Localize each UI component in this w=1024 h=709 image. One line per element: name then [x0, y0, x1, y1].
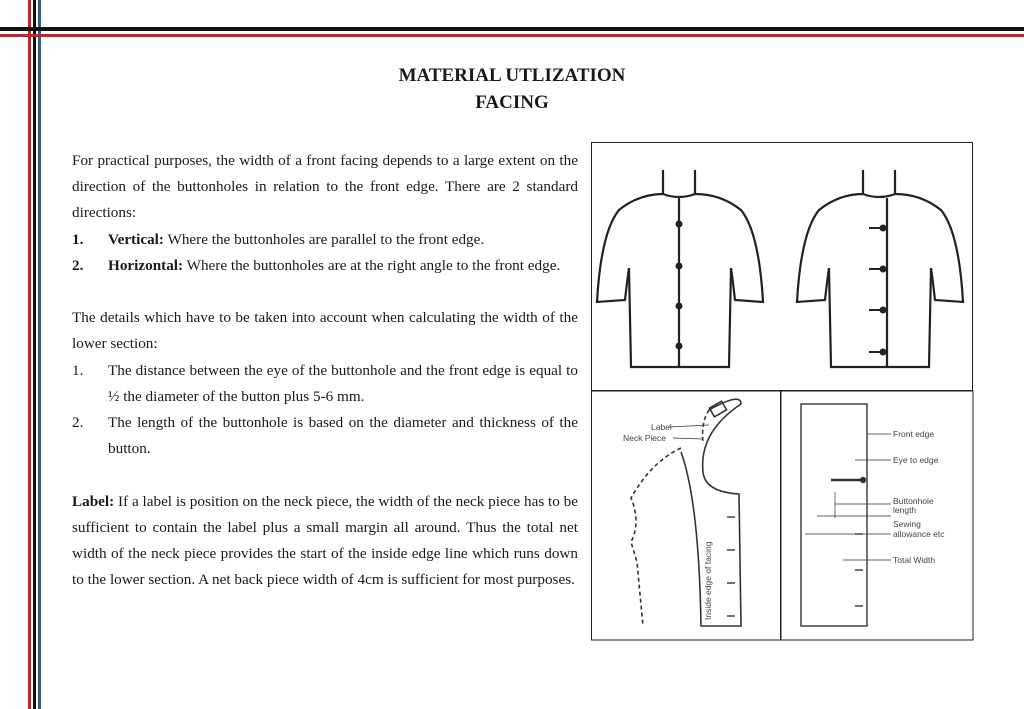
allowance-callout: allowance etc: [893, 529, 945, 539]
buttonhole-callout: Buttonhole: [893, 496, 934, 506]
label-callout: Label: [651, 422, 672, 432]
intro-paragraph: For practical purposes, the width of a front facing depends to a large extent on the direction of the buttonholes in relation to the front edge. There are 2 standard directions:: [72, 152, 578, 222]
direction-number: 2.: [72, 256, 84, 274]
detail-item: [72, 410, 578, 462]
facing-buttonhole-marks: [727, 517, 735, 616]
neck-piece-callout: Neck Piece: [623, 433, 666, 443]
direction-text: Where the buttonholes are parallel to the front edge.: [167, 230, 485, 248]
direction-item-vertical: [72, 227, 578, 253]
label-text: If a label is position on the neck piece, the width of the neck piece has to be sufficient to contain the label plus a small margin all around. Thus the total net width of the neck piece provides the start of the inside edge line which runs down to the lower section. A net back piece width of 4cm is sufficient for most purposes.: [72, 492, 579, 589]
page-title: [300, 62, 724, 116]
facing-diagram: [591, 142, 975, 642]
details-intro-paragraph: The details which have to be taken into account when calculating the width of the lower section:: [72, 309, 578, 353]
frame-line-red-vertical: [28, 0, 31, 709]
detail-item: [72, 358, 578, 410]
sewing-callout: Sewing: [893, 519, 921, 529]
buttonhole-horizontal-marks: [869, 226, 886, 355]
detail-text: The distance between the eye of the buttonhole and the front edge is equal to ½ the diameter of the button plus 5-6 mm.: [108, 361, 578, 405]
detail-number: 2.: [72, 414, 84, 432]
direction-number: 1.: [72, 230, 84, 248]
front-edge-callout: Front edge: [893, 429, 935, 439]
body-text: [72, 148, 578, 593]
length-callout: length: [893, 505, 917, 515]
total-width-callout: Total Width: [893, 555, 936, 565]
direction-term: Vertical:: [108, 230, 164, 248]
detail-number: 1.: [72, 361, 84, 379]
label-paragraph: [72, 489, 578, 594]
inside-edge-callout: Inside edge of facing: [703, 541, 713, 620]
frame-line-blue-vertical: [38, 0, 41, 709]
direction-item-horizontal: [72, 253, 578, 279]
eye-to-edge-callout: Eye to edge: [893, 455, 939, 465]
detail-text: The length of the buttonhole is based on the diameter and thickness of the button.: [108, 414, 578, 458]
front-edge-diagram: [801, 404, 891, 626]
frame-line-black-horizontal: [0, 27, 1024, 31]
direction-term: Horizontal:: [108, 256, 184, 274]
label-term: Label:: [72, 492, 115, 510]
frame-line-red-horizontal: [0, 34, 1024, 37]
direction-text: Where the buttonholes are at the right angle to the front edge.: [186, 256, 561, 274]
title-line-1: MATERIAL UTLIZATION: [398, 65, 626, 86]
title-line-2: FACING: [475, 92, 549, 113]
frame-line-black-vertical: [33, 0, 36, 709]
